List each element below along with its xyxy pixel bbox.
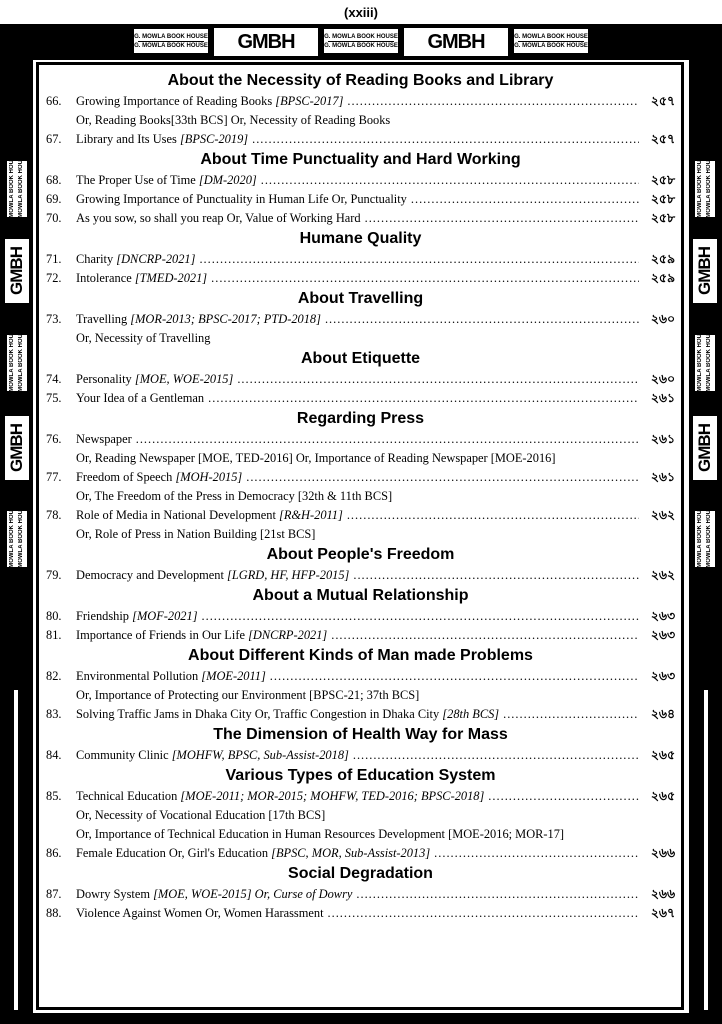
- entry-title: Intolerance: [76, 271, 132, 285]
- page-number: (xxiii): [344, 5, 378, 20]
- leader-dots: [208, 389, 639, 408]
- brand-stamp: G. MOWLA BOOK HOUSE G. MOWLA BOOK HOUSE: [513, 28, 589, 54]
- entry-title: Environmental Pollution: [76, 669, 199, 683]
- entry-number: 74.: [46, 372, 62, 386]
- entry-page-number: ২৫৯: [650, 252, 675, 266]
- leader-dots: [246, 468, 639, 487]
- section-heading: About the Necessity of Reading Books and Library: [167, 72, 554, 89]
- toc-entry[interactable]: [46, 171, 675, 190]
- leader-dots: [411, 190, 639, 209]
- leader-dots: [503, 705, 639, 724]
- leader-dots: [434, 844, 639, 863]
- leader-dots: [270, 667, 639, 686]
- leader-dots: [211, 269, 639, 288]
- entry-number: 70.: [46, 211, 62, 225]
- section-heading: About a Mutual Relationship: [252, 587, 469, 604]
- toc-entry[interactable]: [46, 626, 675, 645]
- leader-dots: [365, 209, 639, 228]
- entry-title: The Proper Use of Time: [76, 173, 196, 187]
- entry-reference: [MOE, WOE-2015] Or, Curse of Dowry: [153, 887, 353, 901]
- toc-entry[interactable]: [46, 885, 675, 904]
- entry-alternate-title: Or, The Freedom of the Press in Democracy [32th & 11th BCS]: [76, 489, 393, 503]
- entry-title: Violence Against Women Or, Women Harassment: [76, 906, 324, 920]
- entry-reference: [BPSC-2017]: [275, 94, 344, 108]
- entry-reference: [DNCRP-2021]: [116, 252, 196, 266]
- toc-entry[interactable]: [46, 430, 675, 468]
- entry-page-number: ২৬৩: [650, 628, 675, 642]
- leader-dots: [331, 626, 639, 645]
- section-heading: The Dimension of Health Way for Mass: [213, 726, 508, 743]
- entry-reference: [28th BCS]: [442, 707, 500, 721]
- toc-entry[interactable]: [46, 787, 675, 844]
- entry-title: Growing Importance of Reading Books: [76, 94, 273, 108]
- entry-number: 68.: [46, 173, 62, 187]
- entry-reference: [MOE-2011; MOR-2015; MOHFW, TED-2016; BPSC-2018]: [180, 789, 485, 803]
- entry-number: 84.: [46, 748, 62, 762]
- entry-number: 83.: [46, 707, 62, 721]
- toc-entry[interactable]: [46, 250, 675, 269]
- entry-title: Your Idea of a Gentleman: [76, 391, 205, 405]
- leader-dots: [199, 250, 639, 269]
- entry-reference: [DNCRP-2021]: [248, 628, 328, 642]
- entry-reference: [BPSC-2019]: [179, 132, 249, 146]
- toc-entry[interactable]: [46, 92, 675, 130]
- entry-page-number: ২৬৪: [650, 707, 675, 721]
- toc-entry[interactable]: [46, 844, 675, 863]
- entry-title: Female Education Or, Girl's Education: [76, 846, 269, 860]
- section-heading: Humane Quality: [299, 230, 422, 247]
- entry-reference: [MOE-2011]: [201, 669, 266, 683]
- table-of-contents: [36, 62, 684, 1010]
- entry-title: Charity: [76, 252, 114, 266]
- entry-number: 85.: [46, 789, 62, 803]
- leader-dots: [328, 904, 639, 923]
- entry-page-number: ২৬৩: [650, 669, 675, 683]
- entry-number: 71.: [46, 252, 62, 266]
- entry-title: Newspaper: [76, 432, 132, 446]
- leader-dots: [261, 171, 639, 190]
- entry-reference: [MOR-2013; BPSC-2017; PTD-2018]: [130, 312, 321, 326]
- entry-number: 75.: [46, 391, 62, 405]
- leader-dots: [325, 310, 639, 329]
- side-brand-stamp: G. MOWLA BOOK HOUSE G. MOWLA BOOK HOUSE: [6, 510, 28, 568]
- entry-reference: [MOH-2015]: [175, 470, 243, 484]
- entry-number: 67.: [46, 132, 62, 146]
- entry-title: Solving Traffic Jams in Dhaka City Or, Traffic Congestion in Dhaka City: [76, 707, 440, 721]
- brand-logo: GMBH: [403, 27, 509, 57]
- entry-number: 78.: [46, 508, 62, 522]
- entry-number: 76.: [46, 432, 62, 446]
- entry-title: Growing Importance of Punctuality in Human Life Or, Punctuality: [76, 192, 407, 206]
- entry-reference: [TMED-2021]: [134, 271, 208, 285]
- entry-title: As you sow, so shall you reap Or, Value of Working Hard: [76, 211, 361, 225]
- entry-number: 79.: [46, 568, 62, 582]
- entry-number: 80.: [46, 609, 62, 623]
- entry-page-number: ২৫৭: [650, 94, 675, 108]
- entry-reference: [LGRD, HF, HFP-2015]: [227, 568, 350, 582]
- toc-entry[interactable]: [46, 190, 675, 209]
- entry-page-number: ২৫৭: [650, 132, 675, 146]
- toc-entry[interactable]: [46, 904, 675, 923]
- right-white-line: [704, 690, 708, 1010]
- side-brand-logo: GMBH: [692, 415, 718, 481]
- entry-title: Importance of Friends in Our Life: [76, 628, 245, 642]
- side-brand-stamp: G. MOWLA BOOK HOUSE G. MOWLA BOOK HOUSE: [694, 160, 716, 218]
- entry-page-number: ২৬২: [650, 568, 675, 582]
- section-heading: About Travelling: [297, 290, 424, 307]
- side-brand-stamp: G. MOWLA BOOK HOUSE G. MOWLA BOOK HOUSE: [694, 510, 716, 568]
- toc-entry[interactable]: [46, 130, 675, 149]
- side-brand-logo: GMBH: [4, 415, 30, 481]
- entry-page-number: ২৫৮: [650, 192, 675, 206]
- entry-page-number: ২৫৮: [650, 211, 675, 225]
- leader-dots: [347, 506, 639, 525]
- entry-title: Travelling: [76, 312, 128, 326]
- leader-dots: [347, 92, 639, 111]
- entry-number: 66.: [46, 94, 62, 108]
- leader-dots: [252, 130, 639, 149]
- entry-number: 73.: [46, 312, 62, 326]
- entry-page-number: ২৬২: [650, 508, 675, 522]
- entry-alternate-title: Or, Necessity of Travelling: [76, 331, 211, 345]
- entry-alternate-title: Or, Necessity of Vocational Education [17th BCS]: [76, 808, 326, 822]
- entry-title: Democracy and Development: [76, 568, 224, 582]
- leader-dots: [356, 885, 639, 904]
- toc-entry[interactable]: [46, 389, 675, 408]
- entry-page-number: ২৬৫: [650, 789, 675, 803]
- brand-logo: GMBH: [213, 27, 319, 57]
- side-brand-stamp: G. MOWLA BOOK HOUSE G. MOWLA BOOK HOUSE: [6, 160, 28, 218]
- side-brand-stamp: G. MOWLA BOOK HOUSE G. MOWLA BOOK HOUSE: [6, 334, 28, 392]
- leader-dots: [237, 370, 639, 389]
- entry-number: 81.: [46, 628, 62, 642]
- entry-title: Dowry System: [76, 887, 150, 901]
- entry-alternate-title: Or, Reading Newspaper [MOE, TED-2016] Or, Importance of Reading Newspaper [MOE-2016]: [76, 451, 556, 465]
- brand-stamp: G. MOWLA BOOK HOUSE G. MOWLA BOOK HOUSE: [133, 28, 209, 54]
- entry-page-number: ২৬১: [650, 470, 675, 484]
- bottom-rule: [15, 1013, 707, 1018]
- entry-reference: [BPSC, MOR, Sub-Assist-2013]: [271, 846, 431, 860]
- section-heading: Various Types of Education System: [225, 767, 496, 784]
- entry-number: 72.: [46, 271, 62, 285]
- entry-title: Library and Its Uses: [76, 132, 177, 146]
- entry-title: Friendship: [76, 609, 130, 623]
- entry-alternate-title: Or, Importance of Technical Education in Human Resources Development [MOE-2016; MOR-17]: [76, 827, 565, 841]
- entry-alternate-title: Or, Reading Books[33th BCS] Or, Necessity of Reading Books: [76, 113, 391, 127]
- entry-page-number: ২৬১: [650, 391, 675, 405]
- entry-page-number: ২৬৬: [650, 846, 675, 860]
- toc-entry[interactable]: [46, 269, 675, 288]
- entry-alternate-title: Or, Importance of Protecting our Environment [BPSC-21; 37th BCS]: [76, 688, 420, 702]
- entry-number: 77.: [46, 470, 62, 484]
- entry-alternate-title: Or, Role of Press in Nation Building [21st BCS]: [76, 527, 316, 541]
- toc-entry[interactable]: [46, 506, 675, 544]
- entry-title: Personality: [76, 372, 132, 386]
- entry-number: 87.: [46, 887, 62, 901]
- entry-number: 86.: [46, 846, 62, 860]
- leader-dots: [202, 607, 639, 626]
- toc-entry[interactable]: [46, 310, 675, 348]
- section-heading: About Different Kinds of Man made Problems: [188, 647, 533, 664]
- entry-page-number: ২৬৬: [650, 887, 675, 901]
- toc-entry[interactable]: [46, 209, 675, 228]
- side-brand-stamp: G. MOWLA BOOK HOUSE G. MOWLA BOOK HOUSE: [694, 334, 716, 392]
- entry-number: 82.: [46, 669, 62, 683]
- entry-reference: [MOF-2021]: [132, 609, 198, 623]
- entry-number: 88.: [46, 906, 62, 920]
- entry-reference: [DM-2020]: [198, 173, 257, 187]
- toc-entry[interactable]: [46, 370, 675, 389]
- section-heading: About People's Freedom: [266, 546, 455, 563]
- section-heading: About Time Punctuality and Hard Working: [200, 151, 521, 168]
- section-heading: Regarding Press: [296, 410, 425, 427]
- entry-number: 69.: [46, 192, 62, 206]
- entry-page-number: ২৬০: [650, 372, 675, 386]
- leader-dots: [488, 787, 639, 806]
- entry-page-number: ২৬৫: [650, 748, 675, 762]
- toc-entry[interactable]: [46, 667, 675, 705]
- entry-page-number: ২৬৩: [650, 609, 675, 623]
- entry-reference: [MOHFW, BPSC, Sub-Assist-2018]: [171, 748, 349, 762]
- entry-title: Community Clinic: [76, 748, 169, 762]
- toc-entry[interactable]: [46, 705, 675, 724]
- toc-entry[interactable]: [46, 566, 675, 585]
- left-white-line: [14, 690, 18, 1010]
- entry-page-number: ২৬৭: [650, 906, 675, 920]
- entry-page-number: ২৬০: [650, 312, 675, 326]
- leader-dots: [353, 566, 639, 585]
- leader-dots: [136, 430, 639, 449]
- entry-page-number: ২৬১: [650, 432, 675, 446]
- entry-title: Technical Education: [76, 789, 178, 803]
- entry-reference: [MOE, WOE-2015]: [134, 372, 234, 386]
- side-brand-logo: GMBH: [4, 238, 30, 304]
- toc-entry[interactable]: [46, 607, 675, 626]
- entry-title: Freedom of Speech: [76, 470, 173, 484]
- entry-page-number: ২৫৮: [650, 173, 675, 187]
- section-heading: Social Degradation: [288, 865, 433, 882]
- brand-stamp: G. MOWLA BOOK HOUSE G. MOWLA BOOK HOUSE: [323, 28, 399, 54]
- section-heading: About Etiquette: [300, 350, 421, 367]
- leader-dots: [353, 746, 639, 765]
- entry-reference: [R&H-2011]: [279, 508, 343, 522]
- entry-title: Role of Media in National Development: [76, 508, 276, 522]
- side-brand-logo: GMBH: [692, 238, 718, 304]
- toc-entry[interactable]: [46, 468, 675, 506]
- entry-page-number: ২৫৯: [650, 271, 675, 285]
- toc-entry[interactable]: [46, 746, 675, 765]
